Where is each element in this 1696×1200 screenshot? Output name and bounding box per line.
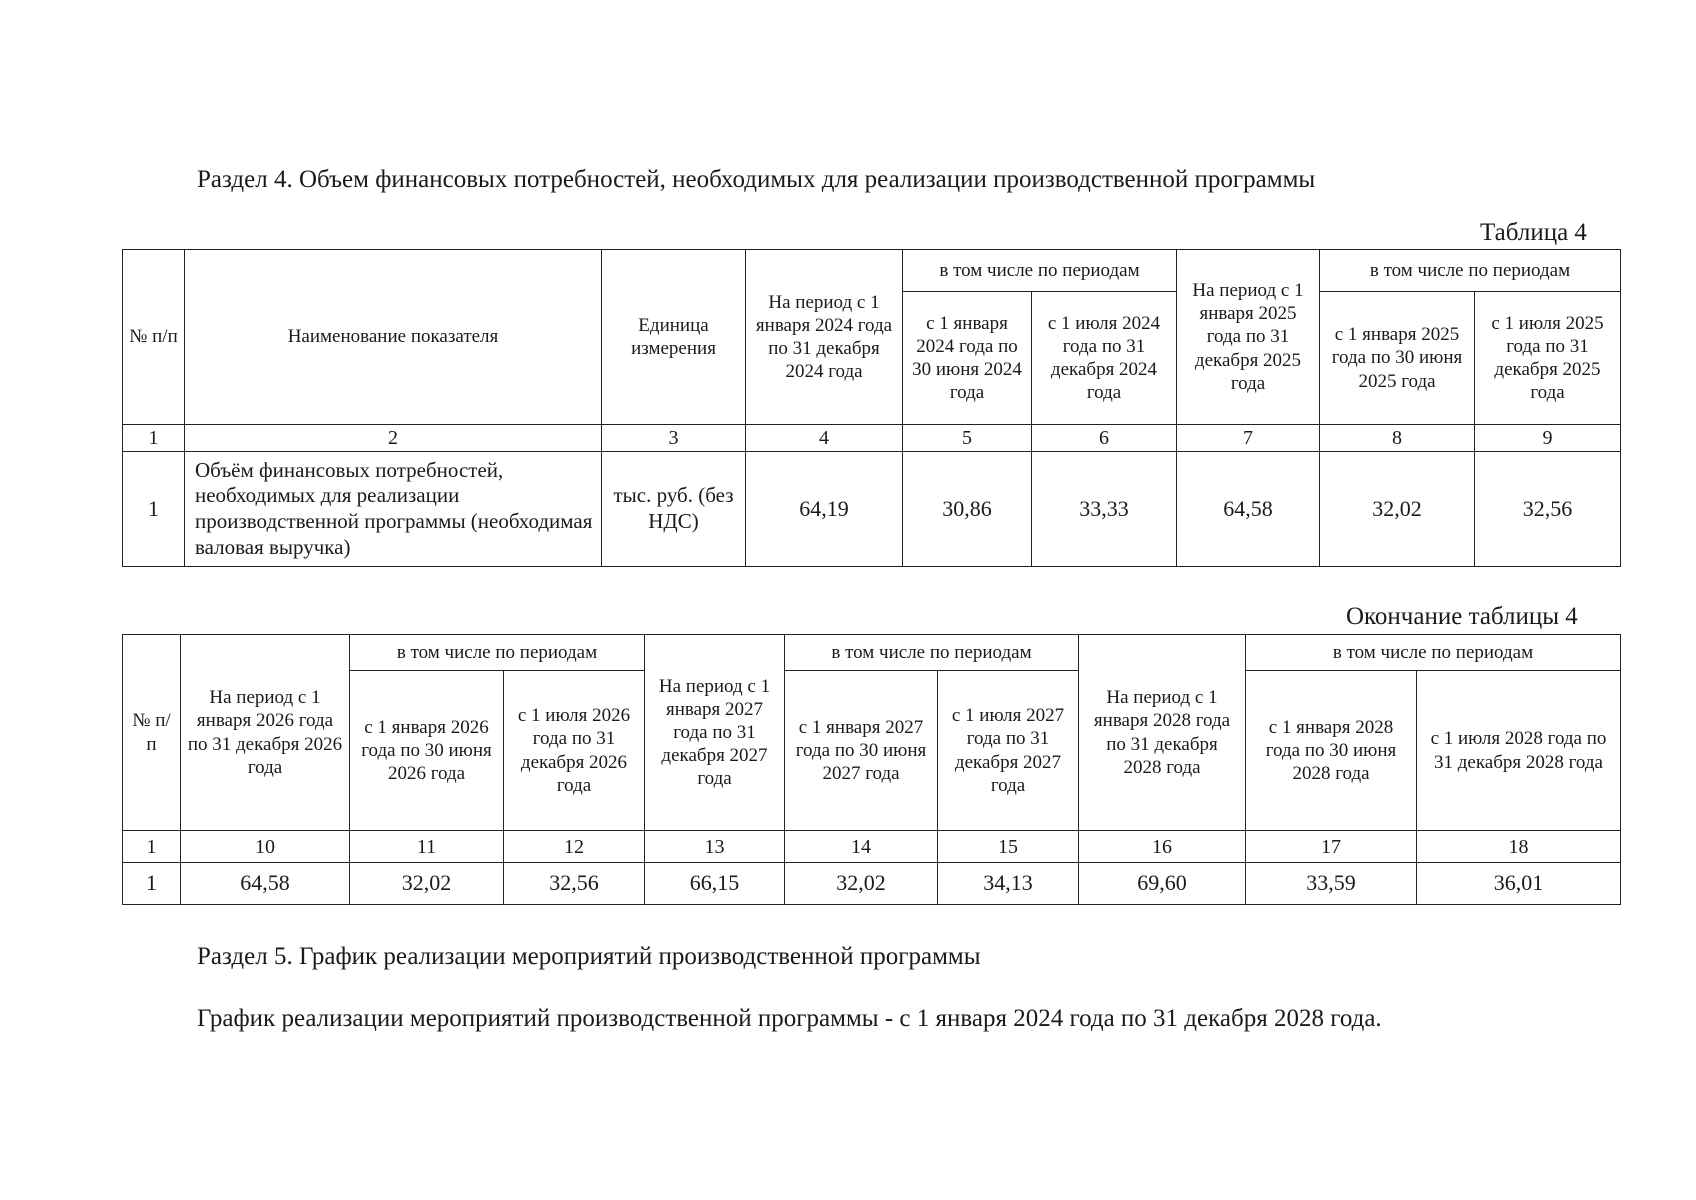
indicator-name: Объём финансовых потребностей, необходимых для реализации производственной программы (необходимая валовая выручка) xyxy=(185,452,602,567)
header-h2-2026: с 1 июля 2026 года по 31 декабря 2026 года xyxy=(504,671,645,831)
header-incl-periods-2024: в том числе по периодам xyxy=(903,250,1177,292)
header-name: Наименование показателя xyxy=(185,250,602,425)
column-number: 16 xyxy=(1079,831,1246,863)
header-h2-2024: с 1 июля 2024 года по 31 декабря 2024 года xyxy=(1032,292,1177,425)
header-h2-2027: с 1 июля 2027 года по 31 декабря 2027 года xyxy=(938,671,1079,831)
column-number: 4 xyxy=(746,425,903,452)
header-h2-2025: с 1 июля 2025 года по 31 декабря 2025 года xyxy=(1475,292,1621,425)
column-number: 3 xyxy=(602,425,746,452)
header-incl-periods-2026: в том числе по периодам xyxy=(350,635,645,671)
value-2026-h2: 32,56 xyxy=(504,863,645,905)
value-2025-h1: 32,02 xyxy=(1320,452,1475,567)
column-number: 9 xyxy=(1475,425,1621,452)
unit-of-measure: тыс. руб. (без НДС) xyxy=(602,452,746,567)
column-number: 6 xyxy=(1032,425,1177,452)
row-number: 1 xyxy=(123,863,181,905)
header-no: № п/п xyxy=(123,250,185,425)
value-2024-h1: 30,86 xyxy=(903,452,1032,567)
header-period-2027: На период с 1 января 2027 года по 31 декабря 2027 года xyxy=(645,635,785,831)
header-no: № п/п xyxy=(123,635,181,831)
header-incl-periods-2028: в том числе по периодам xyxy=(1246,635,1621,671)
table-4-column-numbers-row xyxy=(123,425,1621,452)
column-number: 10 xyxy=(181,831,350,863)
header-period-2025: На период с 1 января 2025 года по 31 декабря 2025 года xyxy=(1177,250,1320,425)
table-4-end xyxy=(122,634,1621,905)
value-2024-total: 64,19 xyxy=(746,452,903,567)
section-4-heading: Раздел 4. Объем финансовых потребностей, необходимых для реализации производственной программы xyxy=(197,166,1316,193)
header-period-2024: На период с 1 января 2024 года по 31 декабря 2024 года xyxy=(746,250,903,425)
header-period-2028: На период с 1 января 2028 года по 31 декабря 2028 года xyxy=(1079,635,1246,831)
header-incl-periods-2027: в том числе по периодам xyxy=(785,635,1079,671)
table-4-caption: Таблица 4 xyxy=(1480,219,1587,246)
header-h2-2028: с 1 июля 2028 года по 31 декабря 2028 года xyxy=(1417,671,1621,831)
header-h1-2028: с 1 января 2028 года по 30 июня 2028 года xyxy=(1246,671,1417,831)
table-4 xyxy=(122,249,1621,567)
column-number: 14 xyxy=(785,831,938,863)
column-number: 18 xyxy=(1417,831,1621,863)
value-2028-h2: 36,01 xyxy=(1417,863,1621,905)
table-4-header-row-1 xyxy=(123,250,1621,292)
column-number: 2 xyxy=(185,425,602,452)
value-2027-h1: 32,02 xyxy=(785,863,938,905)
header-period-2026: На период с 1 января 2026 года по 31 декабря 2026 года xyxy=(181,635,350,831)
column-number: 7 xyxy=(1177,425,1320,452)
column-number: 15 xyxy=(938,831,1079,863)
table-4-end-header-row-1 xyxy=(123,635,1621,671)
column-number: 1 xyxy=(123,831,181,863)
header-h1-2024: с 1 января 2024 года по 30 июня 2024 года xyxy=(903,292,1032,425)
value-2025-total: 64,58 xyxy=(1177,452,1320,567)
value-2026-total: 64,58 xyxy=(181,863,350,905)
row-number: 1 xyxy=(123,452,185,567)
table-row xyxy=(123,863,1621,905)
value-2025-h2: 32,56 xyxy=(1475,452,1621,567)
header-unit: Единица измерения xyxy=(602,250,746,425)
header-h1-2025: с 1 января 2025 года по 30 июня 2025 года xyxy=(1320,292,1475,425)
value-2028-h1: 33,59 xyxy=(1246,863,1417,905)
table-4-end-caption: Окончание таблицы 4 xyxy=(1346,603,1578,630)
column-number: 5 xyxy=(903,425,1032,452)
column-number: 1 xyxy=(123,425,185,452)
section-5-heading: Раздел 5. График реализации мероприятий производственной программы xyxy=(197,943,981,970)
header-h1-2026: с 1 января 2026 года по 30 июня 2026 года xyxy=(350,671,504,831)
column-number: 11 xyxy=(350,831,504,863)
header-h1-2027: с 1 января 2027 года по 30 июня 2027 года xyxy=(785,671,938,831)
column-number: 8 xyxy=(1320,425,1475,452)
column-number: 13 xyxy=(645,831,785,863)
table-row xyxy=(123,452,1621,567)
header-incl-periods-2025: в том числе по периодам xyxy=(1320,250,1621,292)
value-2026-h1: 32,02 xyxy=(350,863,504,905)
value-2028-total: 69,60 xyxy=(1079,863,1246,905)
value-2027-h2: 34,13 xyxy=(938,863,1079,905)
column-number: 17 xyxy=(1246,831,1417,863)
table-4-end-column-numbers-row xyxy=(123,831,1621,863)
section-5-text: График реализации мероприятий производственной программы - с 1 января 2024 года по 31 декабря 2028 года. xyxy=(197,1005,1382,1032)
column-number: 12 xyxy=(504,831,645,863)
value-2027-total: 66,15 xyxy=(645,863,785,905)
value-2024-h2: 33,33 xyxy=(1032,452,1177,567)
